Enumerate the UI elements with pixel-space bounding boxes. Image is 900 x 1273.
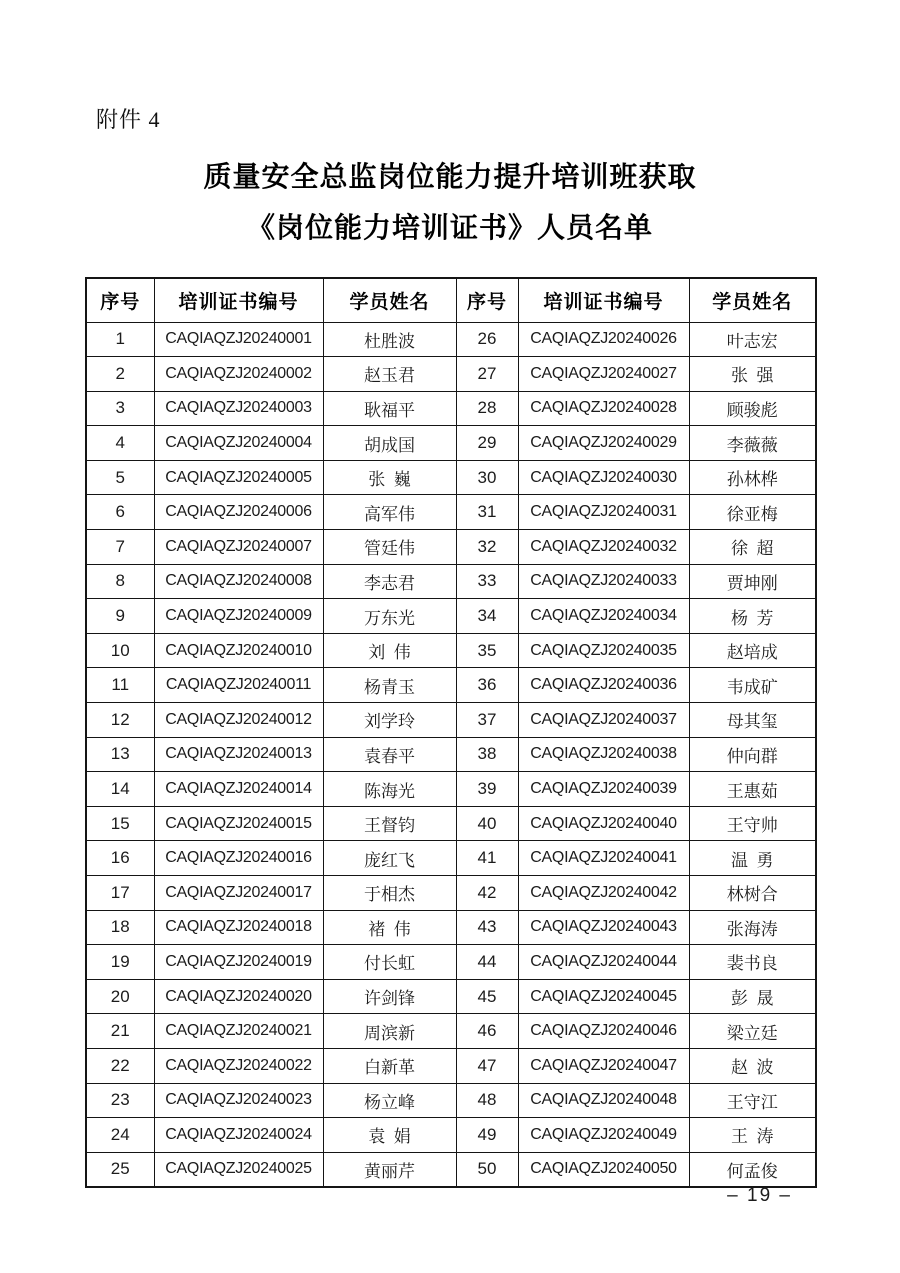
serial-number-cell: 29 xyxy=(456,426,518,461)
serial-number-cell: 18 xyxy=(86,910,154,945)
student-name-cell: 赵 波 xyxy=(689,1048,816,1083)
page-number: – 19 – xyxy=(727,1185,792,1206)
student-name-cell: 陈海光 xyxy=(323,772,456,807)
certificate-number-cell: CAQIAQZJ20240036 xyxy=(518,668,689,703)
student-name-cell: 于相杰 xyxy=(323,876,456,911)
serial-number-cell: 6 xyxy=(86,495,154,530)
student-name-cell: 李薇薇 xyxy=(689,426,816,461)
student-name-cell: 温 勇 xyxy=(689,841,816,876)
table-row xyxy=(86,1048,816,1083)
serial-number-cell: 27 xyxy=(456,357,518,392)
certificate-number-cell: CAQIAQZJ20240048 xyxy=(518,1083,689,1118)
serial-number-cell: 5 xyxy=(86,460,154,495)
student-name-cell: 何孟俊 xyxy=(689,1152,816,1187)
certificate-number-cell: CAQIAQZJ20240016 xyxy=(154,841,323,876)
serial-number-cell: 15 xyxy=(86,806,154,841)
certificate-number-cell: CAQIAQZJ20240049 xyxy=(518,1118,689,1153)
certificate-number-cell: CAQIAQZJ20240034 xyxy=(518,599,689,634)
student-name-cell: 彭 晟 xyxy=(689,979,816,1014)
document-title-line-1: 质量安全总监岗位能力提升培训班获取 xyxy=(203,162,697,193)
student-name-cell: 韦成矿 xyxy=(689,668,816,703)
serial-number-cell: 48 xyxy=(456,1083,518,1118)
table-row xyxy=(86,426,816,461)
serial-number-cell: 41 xyxy=(456,841,518,876)
column-header: 序号 xyxy=(456,278,518,322)
certificate-number-cell: CAQIAQZJ20240046 xyxy=(518,1014,689,1049)
certificate-number-cell: CAQIAQZJ20240021 xyxy=(154,1014,323,1049)
student-name-cell: 梁立廷 xyxy=(689,1014,816,1049)
certificate-number-cell: CAQIAQZJ20240023 xyxy=(154,1083,323,1118)
certificate-number-cell: CAQIAQZJ20240039 xyxy=(518,772,689,807)
certificate-number-cell: CAQIAQZJ20240037 xyxy=(518,703,689,738)
student-name-cell: 赵培成 xyxy=(689,633,816,668)
serial-number-cell: 21 xyxy=(86,1014,154,1049)
certificate-number-cell: CAQIAQZJ20240045 xyxy=(518,979,689,1014)
serial-number-cell: 44 xyxy=(456,945,518,980)
certificate-number-cell: CAQIAQZJ20240035 xyxy=(518,633,689,668)
student-name-cell: 周滨新 xyxy=(323,1014,456,1049)
header-row xyxy=(86,278,816,322)
student-name-cell: 张 强 xyxy=(689,357,816,392)
student-name-cell: 万东光 xyxy=(323,599,456,634)
column-header: 学员姓名 xyxy=(323,278,456,322)
table-row xyxy=(86,495,816,530)
serial-number-cell: 23 xyxy=(86,1083,154,1118)
table-row xyxy=(86,391,816,426)
student-name-cell: 刘学玲 xyxy=(323,703,456,738)
student-name-cell: 褚 伟 xyxy=(323,910,456,945)
serial-number-cell: 30 xyxy=(456,460,518,495)
document-title xyxy=(0,152,900,254)
student-name-cell: 王 涛 xyxy=(689,1118,816,1153)
table-row xyxy=(86,876,816,911)
table-row xyxy=(86,564,816,599)
student-name-cell: 王守江 xyxy=(689,1083,816,1118)
serial-number-cell: 25 xyxy=(86,1152,154,1187)
certificate-number-cell: CAQIAQZJ20240009 xyxy=(154,599,323,634)
student-name-cell: 管廷伟 xyxy=(323,530,456,565)
serial-number-cell: 31 xyxy=(456,495,518,530)
certificate-number-cell: CAQIAQZJ20240027 xyxy=(518,357,689,392)
table-row xyxy=(86,806,816,841)
certificate-number-cell: CAQIAQZJ20240002 xyxy=(154,357,323,392)
serial-number-cell: 34 xyxy=(456,599,518,634)
student-name-cell: 李志君 xyxy=(323,564,456,599)
certificate-number-cell: CAQIAQZJ20240031 xyxy=(518,495,689,530)
student-name-cell: 林树合 xyxy=(689,876,816,911)
certificate-number-cell: CAQIAQZJ20240022 xyxy=(154,1048,323,1083)
serial-number-cell: 49 xyxy=(456,1118,518,1153)
student-name-cell: 王督钧 xyxy=(323,806,456,841)
table-row xyxy=(86,1118,816,1153)
table-row xyxy=(86,599,816,634)
serial-number-cell: 24 xyxy=(86,1118,154,1153)
certificate-number-cell: CAQIAQZJ20240033 xyxy=(518,564,689,599)
serial-number-cell: 7 xyxy=(86,530,154,565)
serial-number-cell: 10 xyxy=(86,633,154,668)
student-name-cell: 袁 娟 xyxy=(323,1118,456,1153)
serial-number-cell: 20 xyxy=(86,979,154,1014)
student-name-cell: 顾骏彪 xyxy=(689,391,816,426)
certificate-number-cell: CAQIAQZJ20240017 xyxy=(154,876,323,911)
document-title-line-2: 《岗位能力培训证书》人员名单 xyxy=(246,213,653,244)
certificate-number-cell: CAQIAQZJ20240019 xyxy=(154,945,323,980)
table-row xyxy=(86,979,816,1014)
table-row xyxy=(86,322,816,357)
student-name-cell: 徐亚梅 xyxy=(689,495,816,530)
student-name-cell: 胡成国 xyxy=(323,426,456,461)
serial-number-cell: 14 xyxy=(86,772,154,807)
certificate-number-cell: CAQIAQZJ20240020 xyxy=(154,979,323,1014)
student-name-cell: 耿福平 xyxy=(323,391,456,426)
student-name-cell: 张 巍 xyxy=(323,460,456,495)
student-name-cell: 袁春平 xyxy=(323,737,456,772)
student-name-cell: 张海涛 xyxy=(689,910,816,945)
certificate-number-cell: CAQIAQZJ20240032 xyxy=(518,530,689,565)
table-row xyxy=(86,668,816,703)
student-name-cell: 白新革 xyxy=(323,1048,456,1083)
serial-number-cell: 37 xyxy=(456,703,518,738)
certificate-number-cell: CAQIAQZJ20240012 xyxy=(154,703,323,738)
serial-number-cell: 9 xyxy=(86,599,154,634)
certificate-number-cell: CAQIAQZJ20240047 xyxy=(518,1048,689,1083)
table-row xyxy=(86,945,816,980)
student-name-cell: 刘 伟 xyxy=(323,633,456,668)
table-row xyxy=(86,530,816,565)
table-row xyxy=(86,772,816,807)
serial-number-cell: 28 xyxy=(456,391,518,426)
certificate-number-cell: CAQIAQZJ20240041 xyxy=(518,841,689,876)
attachment-label: 附件 4 xyxy=(96,107,161,132)
serial-number-cell: 4 xyxy=(86,426,154,461)
certificate-number-cell: CAQIAQZJ20240014 xyxy=(154,772,323,807)
serial-number-cell: 17 xyxy=(86,876,154,911)
table-row xyxy=(86,737,816,772)
student-name-cell: 仲向群 xyxy=(689,737,816,772)
certificate-number-cell: CAQIAQZJ20240007 xyxy=(154,530,323,565)
roster-table-header xyxy=(86,278,816,322)
serial-number-cell: 13 xyxy=(86,737,154,772)
student-name-cell: 裴书良 xyxy=(689,945,816,980)
serial-number-cell: 39 xyxy=(456,772,518,807)
serial-number-cell: 26 xyxy=(456,322,518,357)
serial-number-cell: 40 xyxy=(456,806,518,841)
student-name-cell: 贾坤刚 xyxy=(689,564,816,599)
certificate-number-cell: CAQIAQZJ20240042 xyxy=(518,876,689,911)
student-name-cell: 杨青玉 xyxy=(323,668,456,703)
certificate-number-cell: CAQIAQZJ20240028 xyxy=(518,391,689,426)
student-name-cell: 赵玉君 xyxy=(323,357,456,392)
column-header: 培训证书编号 xyxy=(518,278,689,322)
serial-number-cell: 46 xyxy=(456,1014,518,1049)
student-name-cell: 徐 超 xyxy=(689,530,816,565)
serial-number-cell: 42 xyxy=(456,876,518,911)
serial-number-cell: 38 xyxy=(456,737,518,772)
column-header: 学员姓名 xyxy=(689,278,816,322)
certificate-number-cell: CAQIAQZJ20240006 xyxy=(154,495,323,530)
certificate-number-cell: CAQIAQZJ20240011 xyxy=(154,668,323,703)
student-name-cell: 叶志宏 xyxy=(689,322,816,357)
serial-number-cell: 11 xyxy=(86,668,154,703)
certificate-number-cell: CAQIAQZJ20240004 xyxy=(154,426,323,461)
serial-number-cell: 35 xyxy=(456,633,518,668)
certificate-number-cell: CAQIAQZJ20240003 xyxy=(154,391,323,426)
certificate-number-cell: CAQIAQZJ20240026 xyxy=(518,322,689,357)
roster-table-body xyxy=(86,322,816,1187)
student-name-cell: 王守帅 xyxy=(689,806,816,841)
certificate-number-cell: CAQIAQZJ20240010 xyxy=(154,633,323,668)
serial-number-cell: 47 xyxy=(456,1048,518,1083)
certificate-number-cell: CAQIAQZJ20240043 xyxy=(518,910,689,945)
column-header: 培训证书编号 xyxy=(154,278,323,322)
student-name-cell: 庞红飞 xyxy=(323,841,456,876)
student-name-cell: 杨立峰 xyxy=(323,1083,456,1118)
student-name-cell: 许剑锋 xyxy=(323,979,456,1014)
certificate-number-cell: CAQIAQZJ20240013 xyxy=(154,737,323,772)
serial-number-cell: 3 xyxy=(86,391,154,426)
student-name-cell: 杜胜波 xyxy=(323,322,456,357)
certificate-number-cell: CAQIAQZJ20240024 xyxy=(154,1118,323,1153)
student-name-cell: 孙林桦 xyxy=(689,460,816,495)
serial-number-cell: 8 xyxy=(86,564,154,599)
table-row xyxy=(86,1152,816,1187)
student-name-cell: 付长虹 xyxy=(323,945,456,980)
student-name-cell: 黄丽芹 xyxy=(323,1152,456,1187)
serial-number-cell: 33 xyxy=(456,564,518,599)
student-name-cell: 杨 芳 xyxy=(689,599,816,634)
certificate-number-cell: CAQIAQZJ20240005 xyxy=(154,460,323,495)
serial-number-cell: 43 xyxy=(456,910,518,945)
serial-number-cell: 16 xyxy=(86,841,154,876)
certificate-number-cell: CAQIAQZJ20240025 xyxy=(154,1152,323,1187)
certificate-number-cell: CAQIAQZJ20240030 xyxy=(518,460,689,495)
roster-table xyxy=(85,277,817,1188)
serial-number-cell: 12 xyxy=(86,703,154,738)
serial-number-cell: 50 xyxy=(456,1152,518,1187)
serial-number-cell: 1 xyxy=(86,322,154,357)
serial-number-cell: 19 xyxy=(86,945,154,980)
table-row xyxy=(86,841,816,876)
table-row xyxy=(86,460,816,495)
student-name-cell: 王惠茹 xyxy=(689,772,816,807)
certificate-number-cell: CAQIAQZJ20240029 xyxy=(518,426,689,461)
table-row xyxy=(86,910,816,945)
certificate-number-cell: CAQIAQZJ20240038 xyxy=(518,737,689,772)
serial-number-cell: 2 xyxy=(86,357,154,392)
table-row xyxy=(86,1014,816,1049)
certificate-number-cell: CAQIAQZJ20240050 xyxy=(518,1152,689,1187)
table-row xyxy=(86,357,816,392)
column-header: 序号 xyxy=(86,278,154,322)
student-name-cell: 高军伟 xyxy=(323,495,456,530)
certificate-number-cell: CAQIAQZJ20240001 xyxy=(154,322,323,357)
certificate-number-cell: CAQIAQZJ20240044 xyxy=(518,945,689,980)
certificate-number-cell: CAQIAQZJ20240018 xyxy=(154,910,323,945)
serial-number-cell: 36 xyxy=(456,668,518,703)
certificate-number-cell: CAQIAQZJ20240008 xyxy=(154,564,323,599)
table-row xyxy=(86,703,816,738)
student-name-cell: 母其玺 xyxy=(689,703,816,738)
table-row xyxy=(86,1083,816,1118)
certificate-number-cell: CAQIAQZJ20240040 xyxy=(518,806,689,841)
serial-number-cell: 22 xyxy=(86,1048,154,1083)
certificate-number-cell: CAQIAQZJ20240015 xyxy=(154,806,323,841)
serial-number-cell: 45 xyxy=(456,979,518,1014)
serial-number-cell: 32 xyxy=(456,530,518,565)
table-row xyxy=(86,633,816,668)
